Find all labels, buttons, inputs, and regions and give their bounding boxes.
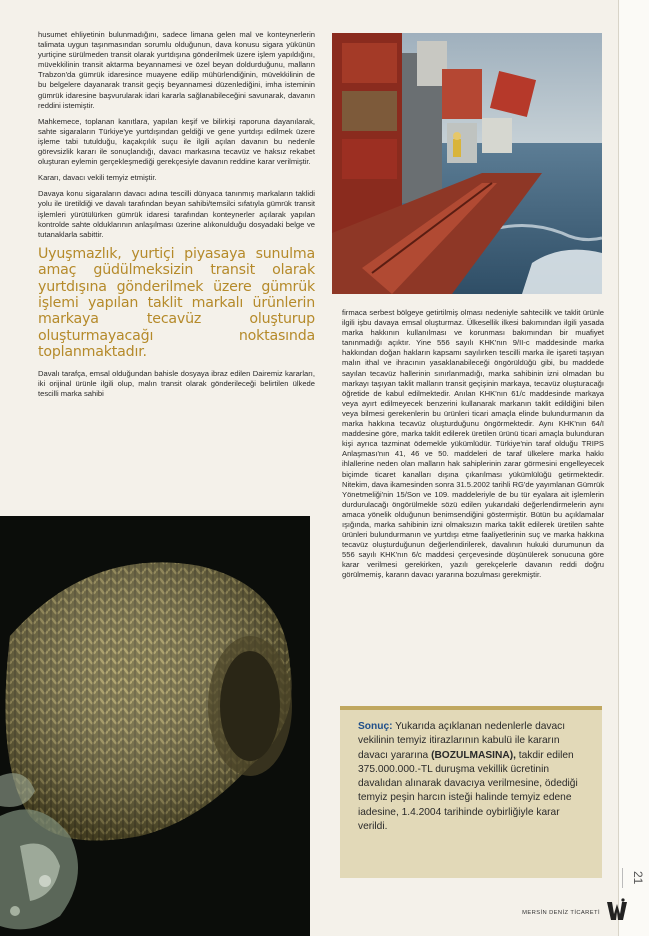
result-text-2: takdir edilen 375.000.000.-TL duruşma vekillik ücretinin davalıdan alınarak davacıya verilmesine, ödediği temyiz peşin harcın isteği halinde temyiz edene iadesine, 1.4.2004 tarihinde oybirliğiyle karar verildi.: [358, 749, 578, 833]
right-text-column: [342, 308, 604, 581]
left-paragraph-4: Davaya konu sigaraların davacı adına tescilli dünyaca tanınmış markaların taklidi yolu ile üretildiği ve davalı tarafından beyan sahibi/temsilci sıfatıyla gümrük transit işlemleri yürütülürken gümrük idaresi tarafından konteynerler açılarak yapılan kontrolde sahte olduklarının anlaşılması üzerine alıkonulduğu dosyadaki belge ve tutanaklarla sabittir.: [38, 189, 315, 239]
result-decision: (BOZULMASINA),: [431, 749, 516, 761]
right-paragraph-1: firmaca serbest bölgeye getirtilmiş olması nedeniyle sahtecilik ve taklit ürünle ilgili işbu davaya emsal oluşturmaz. Ülkesellik ilkesi bakımından ilgili yasada marka hakkının kullanılması ve korunması bakımından bir muafiyet tanınmadığı açıktır. Yine 556 sayılı KHK'nın 9/II-c maddesinde marka hakkından doğan hakların kapsamı sayılırken tescilli marka ile işareti taşıyan malın ithal ve ihracının yasaklanabileceği öngörüldüğü gibi, bu maddede sayılan tecavüz hallerinin sınırlanmadığı, marka sahibinin izni olmadan bu markayı taşıyan taklit malların transit geçişinin markaya, tecavüz oluşturacağı öğretide de kabul edilmektedir. Anılan KHK'nın 61/c maddesinde markaya veya ayırt edilmeyecek benzerini kullanarak markanın taklit edildiğini bilen veya bilmesi gerekenlerin bu ürünleri ticari amaçla elinde bulundurmanın da marka hakkına tecavüz oluşturduğunu öngörmektedir. Aynı KHK'nın 64/I maddesine göre, marka taklit edilerek üretilen ürünü ticari amaçla bulunduran kişi ayrıca tazminat ödemekle yükümlüdür. Türkiye'nin taraf olduğu TRIPS Anlaşması'nın 41, 46 ve 50. maddeleri de taraf ülkelere marka hakkı ihlallerine neden olan malların hak sahiplerinin zarar görmesini engelleyecek biçimde ticaret kanalları dışına çıkarılması yükümlülüğü getirmektedir. Nitekim, dava ikamesinden sonra 31.5.2002 tarihli RG'de yayımlanan Gümrük Yönetmeliği'nin 15/Son ve 109. maddeleriyle de bu tür eyalara ait işlemlerin durdurulacağı öngörülmekle sözü edilen yukarıdaki değerlendirmelerin aynı amaca yönelik olduğunun benimsendiğini göstermiştir. Bütün bu açıklamalar ışığında, marka sahibinin izni olmaksızın marka taklit edilerek üretilen sahte ürünleri bulundurmanın ve yurtdışı etme faaliyetlerinin suç ve marka hakkına tecavüz oluşturduğunun değerlendirilerek, davalının hukuki durumunun da 556 sayılı KHK'nın 6/c maddesi çerçevesinde düşünülerek sonucuna göre karar verilmesi gerekirken, yazılı gerekçelerle davanın reddi doğru görülmemiş, kararın davacı yararına bozulması gerekmiştir.: [342, 308, 604, 580]
cargo-ship-containers-photo: [332, 33, 602, 294]
left-paragraph-5: Davalı tarafça, emsal olduğundan bahisle dosyaya ibraz edilen Dairemiz kararları, iki orijinal ürünle ilgili olup, malın transit olarak gönderileceği belirtilen ülkede tescilli marka sahibi: [38, 368, 315, 398]
result-text-1: Yukarıda açıklanan nedenlerle davacı vekilinin temyiz itirazlarının kabulü ile kararın davacı yararına: [358, 721, 566, 761]
left-text-column: [38, 30, 315, 405]
result-summary-box: [340, 706, 602, 878]
page-margin-strip: [618, 0, 649, 936]
left-paragraph-2: Mahkemece, toplanan kanıtlara, yapılan keşif ve bilirkişi raporuna dayanılarak, sahte sigaraların Türkiye'ye yurtdışından geldiği ve gene yurtdışı edilmek üzere işleme tabi tutulduğu, kaçakçılık suçu ile ilgili açılan davanın bu nedenle görevsizlik kararı ile sonuçlandığı, davacı markasına tecavüz ve haksız rekabet oluşturan eylemin gerçekleşmediği gerekçesiyle davanın reddine karar verilmiştir.: [38, 116, 315, 167]
wicker-basket-photo: [0, 516, 310, 936]
publication-logo-icon: [606, 898, 628, 922]
left-paragraph-1: husumet ehliyetinin bulunmadığını, sadece limana gelen mal ve konteynerlerin talimata uygun taşınmasından sorumlu olduğunun, dava konusu sigara yükünün yurtiçine sürülmeden transit olarak yurtdışına gönderilmek üzere işlem yapıldığını, müvekkilinin transit aktarma beyannamesi ve özel beyan doldurduğunu, malların Trabzon'da gümrük idaresince muayene edilip mühürlendiğinin, müvekkilinin de bu belgelere dayanarak transit geçiş beyannamesi düzenlediğini, imha isteminin gümrük idaresine başvurularak idari kararla sağlanabileceğini savunarak, davanın reddini istemiştir.: [38, 30, 315, 110]
result-title: Sonuç:: [358, 721, 393, 732]
page-number: 21: [622, 868, 645, 888]
pull-quote: Uyuşmazlık, yurtiçi piyasaya sunulma amaç güdülmeksizin transit olarak yurtdışına gönderilmek üzere gümrük işlemi yapılan taklit markalı ürünlerin markaya tecavüz oluşturup oluşturmayacağı noktasında toplanmaktadır.: [38, 245, 315, 361]
publication-name: MERSİN DENİZ TİCARETİ: [522, 910, 600, 916]
left-paragraph-3: Kararı, davacı vekili temyiz etmiştir.: [38, 173, 157, 183]
